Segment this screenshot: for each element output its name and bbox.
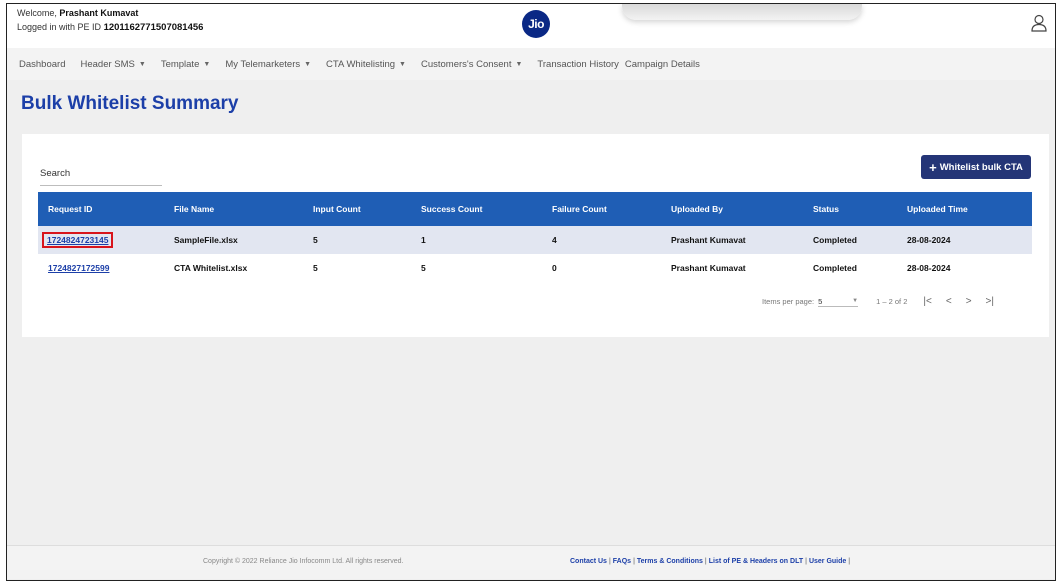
cell-uploaded-by: Prashant Kumavat: [671, 235, 746, 245]
first-page-icon[interactable]: |<: [923, 296, 932, 307]
separator: |: [805, 558, 807, 565]
button-label: Whitelist bulk CTA: [939, 161, 1023, 173]
welcome-prefix: Welcome,: [17, 8, 60, 18]
search-field: [40, 163, 162, 186]
summary-card: [22, 134, 1049, 337]
nav-header-sms[interactable]: [80, 59, 145, 70]
cell-status: Completed: [813, 235, 857, 245]
nav-label: Customers's Consent: [420, 58, 512, 70]
table-header-row: [38, 192, 1032, 226]
cell-request-id: [38, 226, 164, 254]
nav-label: Header SMS: [80, 58, 135, 70]
cell-file-name: CTA Whitelist.xlsx: [174, 263, 248, 273]
nav-label: CTA Whitelisting: [326, 58, 396, 70]
nav-cta-whitelisting[interactable]: [326, 59, 406, 70]
col-status: Status: [813, 204, 839, 214]
chevron-down-icon: ▼: [515, 60, 523, 68]
col-success-count: Success Count: [421, 204, 483, 214]
search-input[interactable]: [40, 168, 162, 179]
cell-file-name: SampleFile.xlsx: [174, 235, 238, 245]
table-row: [38, 226, 1032, 254]
whitelist-bulk-cta-button[interactable]: [921, 155, 1031, 179]
cell-input-count: 5: [313, 263, 318, 273]
chevron-down-icon: ▼: [852, 298, 859, 304]
highlight-box: [42, 232, 113, 248]
table-row: [38, 254, 1032, 282]
footer-link-faqs[interactable]: FAQs: [612, 558, 632, 565]
footer: [7, 545, 1055, 579]
logged-in-text: [17, 20, 203, 35]
footer-link-terms[interactable]: Terms & Conditions: [636, 558, 703, 565]
footer-link-pe-headers[interactable]: List of PE & Headers on DLT: [708, 558, 804, 565]
items-per-page-label: Items per page:: [762, 297, 815, 306]
col-uploaded-by: Uploaded By: [671, 204, 723, 214]
user-profile-icon[interactable]: [1031, 14, 1047, 32]
items-per-page-value: 5: [818, 296, 823, 306]
nav-label: Campaign Details: [624, 58, 700, 70]
nav-customers-consent[interactable]: [421, 59, 522, 70]
chevron-down-icon: ▼: [203, 60, 211, 68]
chevron-down-icon: ▼: [138, 60, 146, 68]
cell-failure-count: 0: [552, 263, 557, 273]
plus-icon: +: [929, 159, 937, 175]
separator: |: [633, 558, 635, 565]
col-failure-count: Failure Count: [552, 204, 607, 214]
pe-id: 1201162771507081456: [103, 22, 204, 33]
top-bar: [7, 4, 1055, 48]
separator: |: [704, 558, 707, 565]
copyright-text: Copyright © 2022 Reliance Jio Infocomm Ltd. All rights reserved.: [203, 558, 404, 565]
cell-uploaded-time: 28-08-2024: [907, 263, 951, 273]
logged-prefix: Logged in with PE ID: [17, 22, 104, 32]
main-nav: [7, 48, 1055, 80]
prev-page-icon[interactable]: <: [945, 296, 952, 307]
cell-uploaded-time: 28-08-2024: [907, 235, 951, 245]
col-file-name: File Name: [174, 204, 215, 214]
chevron-down-icon: ▼: [399, 60, 406, 68]
cell-failure-count: 4: [552, 235, 557, 245]
nav-label: My Telemarketers: [225, 58, 301, 70]
app-window: [6, 3, 1056, 581]
nav-campaign-details[interactable]: [625, 59, 700, 70]
logo-text: Jio: [528, 17, 544, 31]
nav-label: Template: [160, 58, 200, 70]
nav-my-telemarketers[interactable]: [225, 59, 311, 70]
footer-link-user-guide[interactable]: User Guide: [808, 558, 847, 565]
nav-template[interactable]: [161, 59, 211, 70]
cell-status: Completed: [813, 263, 857, 273]
chevron-down-icon: ▼: [304, 60, 312, 68]
nav-dashboard[interactable]: [19, 59, 65, 70]
footer-links: [570, 558, 852, 565]
nav-label: Transaction History: [537, 58, 619, 70]
cell-success-count: 5: [421, 263, 426, 273]
request-id-link[interactable]: 1724827172599: [48, 263, 110, 273]
next-page-icon[interactable]: >: [965, 296, 972, 307]
col-uploaded-time: Uploaded Time: [907, 204, 968, 214]
footer-link-contact[interactable]: Contact Us: [570, 558, 607, 565]
col-input-count: Input Count: [313, 204, 361, 214]
user-name: Prashant Kumavat: [59, 8, 139, 18]
top-overlay-tab: [622, 4, 862, 20]
jio-logo: [522, 10, 550, 38]
separator: |: [848, 558, 851, 565]
nav-transaction-history[interactable]: [537, 59, 618, 70]
items-per-page-select[interactable]: [818, 297, 858, 307]
whitelist-table: [38, 192, 1032, 282]
page-title: Bulk Whitelist Summary: [21, 93, 239, 114]
paginator: [762, 296, 1008, 307]
cell-uploaded-by: Prashant Kumavat: [671, 263, 746, 273]
page-range: 1 – 2 of 2: [876, 297, 908, 306]
separator: |: [608, 558, 611, 565]
request-id-link[interactable]: 1724824723145: [47, 235, 109, 245]
cell-request-id: [38, 254, 164, 282]
col-request-id: Request ID: [48, 204, 93, 214]
cell-success-count: 1: [421, 235, 426, 245]
last-page-icon[interactable]: >|: [985, 296, 994, 307]
welcome-text: [17, 7, 138, 19]
nav-label: Dashboard: [19, 58, 66, 70]
cell-input-count: 5: [313, 235, 318, 245]
